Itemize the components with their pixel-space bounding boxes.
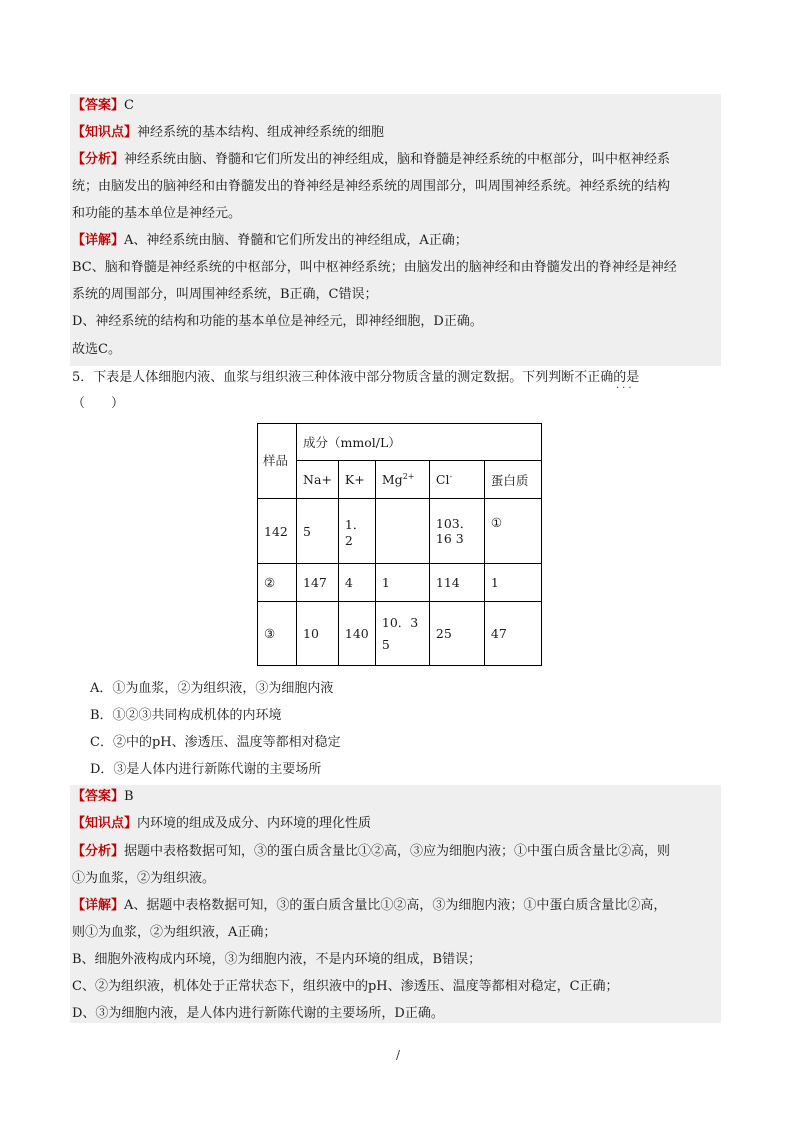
q5-detail-line-2: 则①为血浆，②为组织液，A正确； [72, 925, 277, 940]
q4-conclusion: 故选C。 [72, 342, 121, 357]
analysis-text: 神经系统由脑、脊髓和它们所发出的神经组成，脑和脊髓是神经系统的中枢部分，叫中枢神经系 [124, 152, 671, 167]
page-footer: / [396, 1048, 401, 1062]
q4-analysis-line-3: 和功能的基本单位是神经元。 [72, 206, 242, 221]
q5-analysis-line-1 [72, 843, 670, 861]
analysis-text: 据题中表格数据可知，③的蛋白质含量比①②高，③应为细胞内液；①中蛋白质含量比②高，则 [124, 844, 671, 859]
knowledge-tag: 【知识点】 [72, 816, 138, 831]
table-cell: 25 [429, 602, 484, 666]
table-row [258, 499, 542, 564]
table-cell: 147 [297, 564, 339, 602]
table-cell: 1 [484, 564, 541, 602]
detail-text: A、神经系统由脑、脊髓和它们所发出的神经组成，A正确； [124, 233, 468, 248]
detail-tag: 【详解】 [72, 233, 125, 248]
table-cell: 140 [338, 602, 375, 666]
header-mg: $Mg^{2+}$ [375, 461, 429, 499]
q4-answer-line [72, 97, 134, 115]
q4-detail-line-4: D、神经系统的结构和功能的基本单位是神经元，即神经细胞，D正确。 [72, 314, 483, 329]
knowledge-tag: 【知识点】 [72, 125, 138, 140]
q4-analysis-line-1 [72, 151, 670, 169]
q4-detail-line-1 [72, 232, 468, 250]
q5-detail-line-3: B、细胞外液构成内环境，③为细胞内液，不是内环境的组成，B错误； [72, 952, 482, 967]
option-b: B．①②③共同构成机体的内环境 [90, 708, 282, 723]
option-d: D．③是人体内进行新陈代谢的主要场所 [90, 762, 322, 777]
table-cell [375, 499, 429, 564]
table-cell: 103．16 3 [429, 499, 484, 564]
q5-detail-line-5: D、③为细胞内液，是人体内进行新陈代谢的主要场所，D正确。 [72, 1006, 444, 1021]
option-c: C．②中的pH、渗透压、温度等都相对稳定 [90, 735, 341, 750]
header-protein: 蛋白质 [484, 461, 541, 499]
table-row [258, 564, 542, 602]
q5-detail-line-1 [72, 897, 666, 915]
table-cell: ② [258, 564, 297, 602]
header-cl: Cl- [429, 461, 484, 499]
table-cell: 10．35 [375, 602, 429, 666]
table-cell: 114 [429, 564, 484, 602]
answer-value: C [124, 98, 134, 113]
detail-tag: 【详解】 [72, 898, 125, 913]
body-fluid-table [257, 423, 542, 666]
q4-detail-line-2: BC、脑和脊髓是神经系统的中枢部分，叫中枢神经系统；由脑发出的脑神经和由脊髓发出的脊神经是神经 [72, 260, 677, 275]
table-cell: 10 [297, 602, 339, 666]
q5-analysis-line-2: ①为血浆，②为组织液。 [72, 871, 216, 886]
table-cell: ③ [258, 602, 297, 666]
header-na: Na+ [297, 461, 339, 499]
header-sample: 样品 [258, 424, 297, 499]
table-cell: 5 [297, 499, 339, 564]
answer-value: B [124, 789, 134, 804]
table-cell: 1 [375, 564, 429, 602]
knowledge-text: 内环境的组成及成分、内环境的理化性质 [137, 816, 372, 831]
q5-detail-line-4: C、②为组织液，机体处于正常状态下，组织液中的pH、渗透压、温度等都相对稳定，C正确； [72, 979, 619, 994]
table-cell: 4 [338, 564, 375, 602]
analysis-tag: 【分析】 [72, 152, 125, 167]
header-component: 成分（mmol/L） [297, 424, 542, 461]
table-cell: 1．2 [338, 499, 375, 564]
table-row [258, 602, 542, 666]
q5-stem-line-2: （ ） [72, 396, 125, 411]
q4-knowledge-line [72, 124, 384, 142]
emphasis-dots: ··· [616, 383, 635, 394]
table-cell: ① [484, 499, 541, 564]
header-k: K+ [338, 461, 375, 499]
analysis-tag: 【分析】 [72, 844, 125, 859]
table-cell: 47 [484, 602, 541, 666]
table-cell: 142 [258, 499, 297, 564]
option-a: A．①为血浆，②为组织液，③为细胞内液 [90, 681, 334, 696]
q5-answer-line [72, 788, 134, 806]
q5-stem-line-1: 5．下表是人体细胞内液、血浆与组织液三种体液中部分物质含量的测定数据。下列判断不正确的是 [72, 370, 640, 385]
q5-knowledge-line [72, 815, 371, 833]
q4-analysis-line-2: 统；由脑发出的脑神经和由脊髓发出的脊神经是神经系统的周围部分，叫周围神经系统。神经系统的结构 [72, 179, 671, 194]
knowledge-text: 神经系统的基本结构、组成神经系统的细胞 [137, 125, 385, 140]
detail-text: A、据题中表格数据可知，③的蛋白质含量比①②高，③为细胞内液；①中蛋白质含量比②高， [124, 898, 667, 913]
q4-detail-line-3: 系统的周围部分，叫周围神经系统，B正确，C错误； [72, 287, 378, 302]
answer-tag: 【答案】 [72, 98, 125, 113]
answer-tag: 【答案】 [72, 789, 125, 804]
